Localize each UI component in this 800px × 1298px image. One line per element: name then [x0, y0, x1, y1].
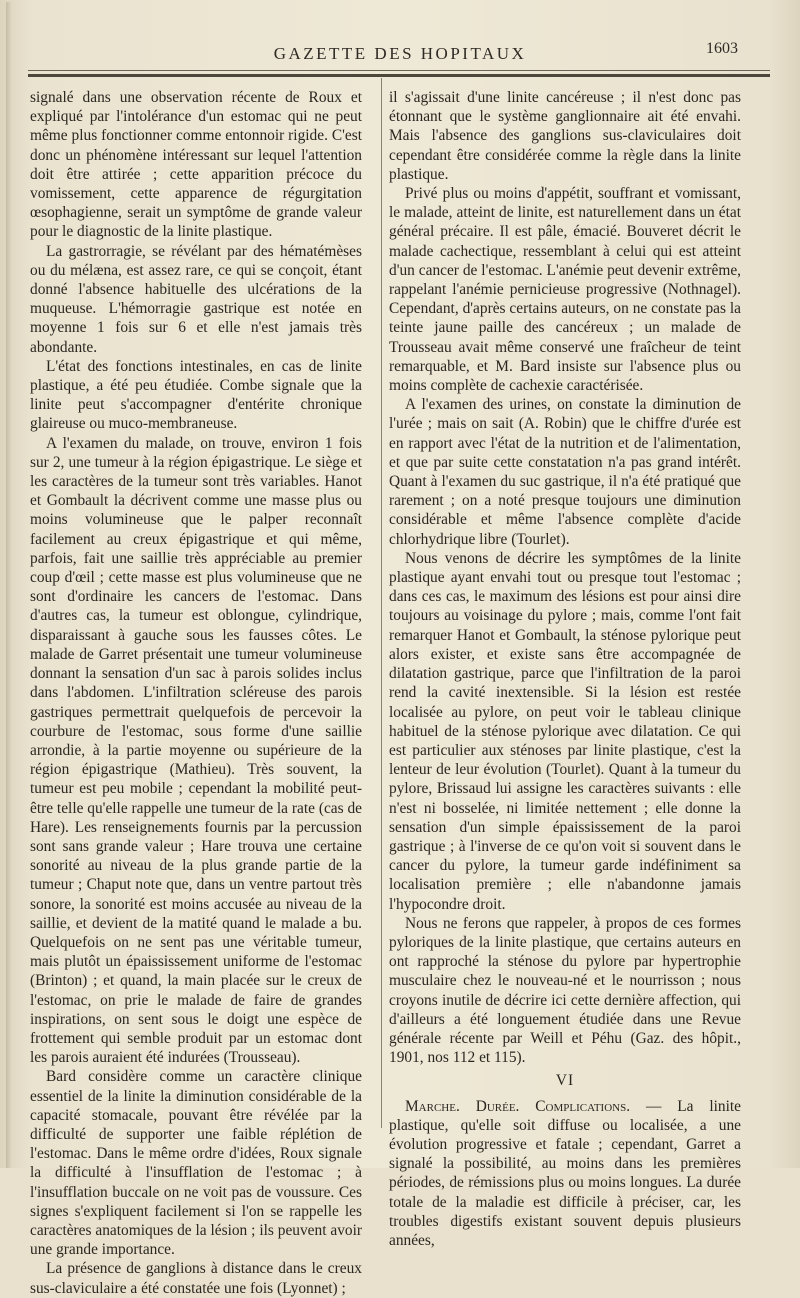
header-rule-thick: [28, 74, 770, 77]
paragraph: A l'examen des urines, on constate la diminution de l'urée ; mais on sait (A. Robin) que le chiffre d'urée est en rapport avec l'état de la nutrition et de l'alimentation, et que par suite cette constatation n'a pas grand intérêt. Quant à l'examen du suc gastrique, il n'a été pratiqué que rarement ; on a noté presque toujours une diminution considérable et même l'absence complète d'acide chlorhydrique libre (Tourlet).: [389, 396, 741, 548]
paragraph: Nous venons de décrire les symptômes de la linite plastique ayant envahi tout ou presque tout l'estomac ; dans ces cas, le maximum des lésions est pour ainsi dire toujours au voisinage du pylore ; mais, comme l'ont fait remarquer Hanot et Gombault, la sténose pylorique peut alors exister, et existe sans être accompagnée de dilatation gastrique, parce que l'infiltration de la paroi rend la cavité inextensible. Si la lésion est restée localisée au pylore, on peut voir le tableau clinique habituel de la sténose pylorique avec dilatation. Ce qui est particulier aux sténoses par linite plastique, c'est la lenteur de leur évolution (Tourlet). Quant à la tumeur du pylore, Brissaud lui assigne les caractères suivants : elle n'est ni bosselée, ni limitée nettement ; elle donne la sensation d'un simple épaississement de la paroi gastrique ; à l'inverse de ce qu'on voit si souvent dans le cancer du pylore, la tumeur garde indéfiniment sa localisation première ; elle n'abandonne jamais l'hypocondre droit.: [389, 549, 741, 913]
paragraph: L'état des fonctions intestinales, en cas de linite plastique, a été peu étudiée. Combe signale que la linite peut s'accompagner d'entérite chronique glaireuse ou muco-membraneuse.: [30, 357, 362, 433]
paragraph: Privé plus ou moins d'appétit, souffrant et vomissant, le malade, atteint de linite, est naturellement dans un état général précaire. Il est pâle, émacié. Bouveret décrit le malade cachectique, ressemblant à celui qui est atteint d'un cancer de l'estomac. L'anémie peut devenir extrême, rappelant l'anémie pernicieuse progressive (Nothnagel). Cependant, d'après certains auteurs, on ne constate pas la teinte jaune paille des cancéreux ; un malade de Trousseau avait même conservé une fraîcheur de teint remarquable, et M. Bard insiste sur l'absence plus ou moins complète de cachexie caractérisée.: [389, 185, 741, 395]
paragraph: La gastrorragie, se révélant par des hématémèses ou du mélæna, est assez rare, ce qui se conçoit, étant donné l'absence habituelle des ulcérations de la muqueuse. L'hémorragie gastrique est notée en moyenne 1 fois sur 6 et elle n'est jamais très abondante.: [30, 242, 362, 356]
paragraph: signalé dans une observation récente de Roux et expliqué par l'intolérance d'un estomac qui ne peut même plus fonctionner comme entonnoir rigide. C'est donc un phénomène intéressant sur lequel l'attention doit être attirée ; cette apparition précoce du vomissement, cette apparence de régurgitation œsophagienne, serait un symptôme de grande valeur pour le diagnostic de la linite plastique.: [30, 89, 362, 241]
section-heading: Marche. Durée. Complications.: [405, 1097, 631, 1115]
paragraph: Nous ne ferons que rappeler, à propos de ces formes pyloriques de la linite plastique, que certains auteurs en ont rapproché la sténose du pylore par hypertrophie musculaire chez le nouveau-né et le nourrisson ; nous croyons inutile de décrire ici cette dernière affection, qui d'ailleurs a été longuement étudiée dans une Revue générale récente par Weill et Péhu (Gaz. des hôpit., 1901, nos 112 et 115).: [389, 914, 741, 1067]
header-rule-thin: [28, 70, 770, 71]
binding-shadow: [6, 2, 12, 1168]
journal-title: GAZETTE DES HOPITAUX: [273, 44, 527, 63]
paragraph: il s'agissait d'une linite cancéreuse ; il n'est donc pas étonnant que le système ganglionnaire ait été envahi. Mais l'absence des ganglions sus-claviculaires doit cependant être considérée comme la règle dans la linite plastique.: [389, 89, 741, 183]
paragraph: Bard considère comme un caractère clinique essentiel de la linite la diminution considérable de la capacité stomacale, pouvant être révélée par la difficulté de supporter une faible réplétion de l'estomac. Dans le même ordre d'idées, Roux signale la difficulté à l'insufflation de l'estomac ; à l'insufflation buccale on ne voit pas de voussure. Ces signes s'expliquent facilement si l'on se rappelle les caractères anatomiques de la lésion ; ils peuvent avoir une grande importance.: [30, 1068, 362, 1259]
section-paragraph: [389, 1097, 741, 1251]
page-number: 1603: [706, 40, 738, 57]
paragraph: La présence de ganglions à distance dans le creux sus-claviculaire a été constatée une fois (Lyonnet) ;: [30, 1260, 362, 1297]
section-text: — La linite plastique, qu'elle soit diffuse ou localisée, a une évolution progressive et fatale ; cependant, Garret a signalé la possibilité, au moins dans les premières périodes, de rémissions plus ou moins longues. La durée totale de la maladie est difficile à préciser, car, les troubles digestifs existant souvent depuis plusieurs années,: [389, 1097, 742, 1249]
right-column: [389, 88, 741, 1250]
section-number: VI: [555, 1072, 575, 1090]
paragraph: A l'examen du malade, on trouve, environ 1 fois sur 2, une tumeur à la région épigastrique. Le siège et les caractères de la tumeur sont très variables. Hanot et Gombault la décrivent comme une masse plus ou moins volumineuse que le palper reconnaît facilement au creux épigastrique et qui même, parfois, fait une saillie très appréciable au premier coup d'œil ; cette masse est plus volumineuse que ne sont d'ordinaire les cancers de l'estomac. Dans d'autres cas, la tumeur est oblongue, cylindrique, disparaissant à gauche sous les fausses côtes. Le malade de Garret présentait une tumeur volumineuse donnant la sensation d'un sac à parois solides inclus dans l'abdomen. L'infiltration scléreuse des parois gastriques permettrait quelquefois de percevoir la courbure de l'estomac, sous forme d'une saillie arrondie, à la partie moyenne ou supérieure de la région épigastrique (Mathieu). Très souvent, la tumeur est peu mobile ; cependant la mobilité peut-être telle qu'elle rappelle une tumeur de la rate (cas de Hare). Les renseignements fournis par la percussion sont sans grande valeur ; Hare trouva une certaine sonorité au niveau de la plus grande partie de la tumeur ; Chaput note que, dans un ventre partout très sonore, la sonorité est moins accusée au niveau de la saillie, et devient de la matité quand le malade a bu. Quelquefois on ne sent pas une véritable tumeur, mais plutôt un épaississement uniforme de l'estomac (Brinton) ; et quand, la main placée sur le creux de l'estomac, on prie le malade de faire de grandes inspirations, on sent sous le doigt une espèce de frottement qui semble produit par un estomac dont les parois auraient été indurées (Trousseau).: [30, 434, 362, 1067]
column-divider: [381, 78, 382, 1128]
left-column: [30, 88, 362, 1298]
